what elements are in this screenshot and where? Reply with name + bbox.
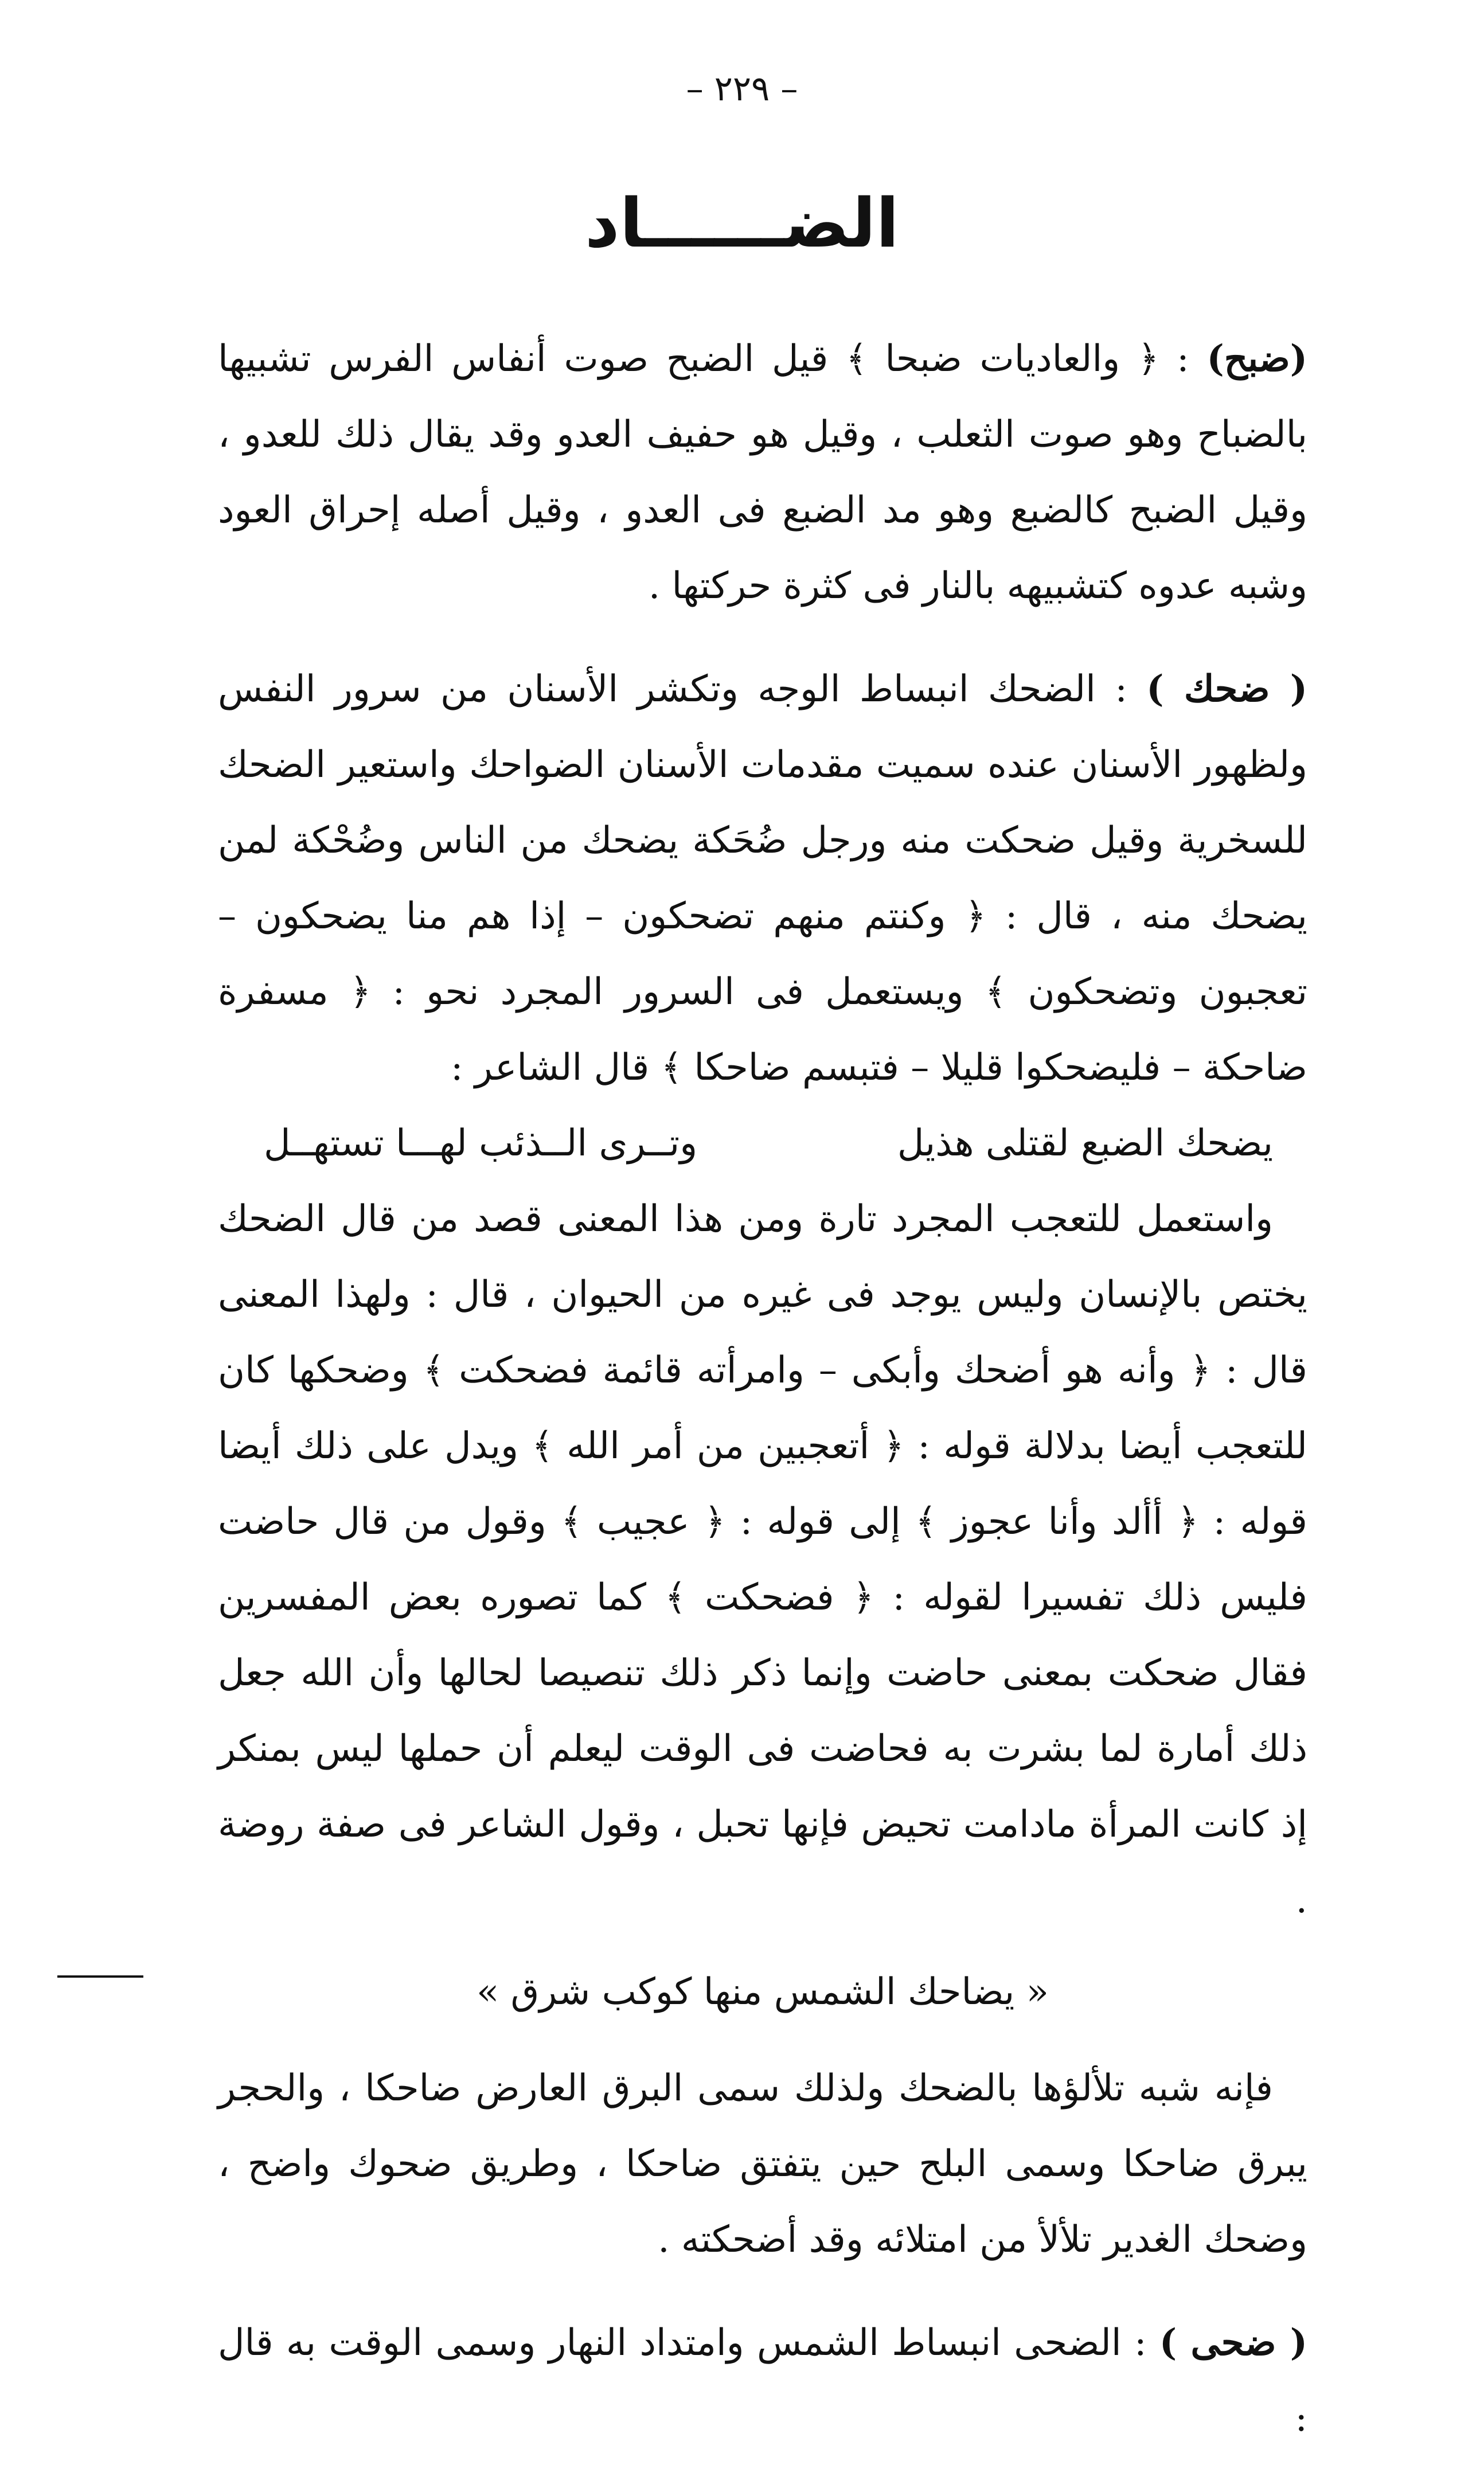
poetry-verse <box>218 1106 1307 1181</box>
entry-text: : الضحى انبساط الشمس وامتداد النهار وسمى الوقت به قال : <box>218 2322 1307 2440</box>
entry-text: : الضحك انبساط الوجه وتكشر الأسنان من سرور النفس ولظهور الأسنان عنده سميت مقدمات الأسنان الضواحك واستعير الضحك للسخرية وقيل ضحكت منه ورجل ضُحَكة يضحك من الناس وضُحْكة لمن يضحك منه ، قال : ﴿ وكنتم منهم تضحكون – إذا هم منا يضحكون – تعجبون وتضحكون ﴾ ويستعمل فى السرور المجرد نحو : ﴿ مسفرة ضاحكة – فليضحكوا قليلا – فتبسم ضاحكا ﴾ قال الشاعر : <box>218 668 1307 1089</box>
entry-head: ( ضحك ) <box>1146 667 1308 710</box>
margin-rule <box>57 1975 143 1978</box>
entry-head: ( ضحى ) <box>1159 2321 1308 2364</box>
page-body <box>218 321 1307 2484</box>
entry-text: : ﴿ والعاديات ضبحا ﴾ قيل الضبح صوت أنفاس الفرس تشبيها بالضباح وهو صوت الثعلب ، وقيل هو حفيف العدو وقد يقال ذلك للعدو ، وقيل الضبح كالضبع وهو مد الضبع فى العدو ، وقيل أصله إحراق العود وشبه عدوه كتشبيهه بالنار فى كثرة حركتها . <box>218 338 1308 607</box>
entry-duha <box>218 2305 1307 2456</box>
entry-head: (ضبح) <box>1206 337 1308 380</box>
entry-dabh <box>218 321 1307 624</box>
verse-first-hemistich: يضحك الضبع لقتلى هذيل <box>897 1122 1273 1165</box>
entry-dahik <box>218 651 1307 1106</box>
paragraph-metaphor: فإنه شبه تلألؤها بالضحك ولذلك سمى البرق العارض ضاحكا ، والحجر يبرق ضاحكا وسمى البلح حين يتفتق ضاحكا ، وطريق ضحوك واضح ، وضحك الغدير تلألأ من امتلائه وقد أضحكته . <box>218 2067 1307 2261</box>
page-number: – ٢٢٩ – <box>686 69 798 109</box>
chapter-title: الضــــــاد <box>585 183 899 263</box>
paragraph-laughter-wonder: واستعمل للتعجب المجرد تارة ومن هذا المعنى قصد من قال الضحك يختص بالإنسان وليس يوجد فى غيره من الحيوان ، قال : ولهذا المعنى قال : ﴿ وأنه هو أضحك وأبكى – وامرأته قائمة فضحكت ﴾ وضحكها كان للتعجب أيضا بدلالة قوله : ﴿ أتعجبين من أمر الله ﴾ ويدل على ذلك أيضا قوله : ﴿ أألد وأنا عجوز ﴾ إلى قوله : ﴿ عجيب ﴾ وقول من قال حاضت فليس ذلك تفسيرا لقوله : ﴿ فضحكت ﴾ كما تصوره بعض المفسرين فقال ضحكت بمعنى حاضت وإنما ذكر ذلك تنصيصا لحالها وأن الله جعل ذلك أمارة لما بشرت به فحاضت فى الوقت ليعلم أن حملها ليس بمنكر إذ كانت المرأة مادامت تحيض فإنها تحبل ، وقول الشاعر فى صفة روضة . <box>218 1198 1308 1921</box>
poetry-line: « يضاحك الشمس منها كوكب شرق » <box>477 1971 1049 2013</box>
verse-second-hemistich: وتــرى الــذئب لهـــا تستهــل <box>264 1122 698 1165</box>
